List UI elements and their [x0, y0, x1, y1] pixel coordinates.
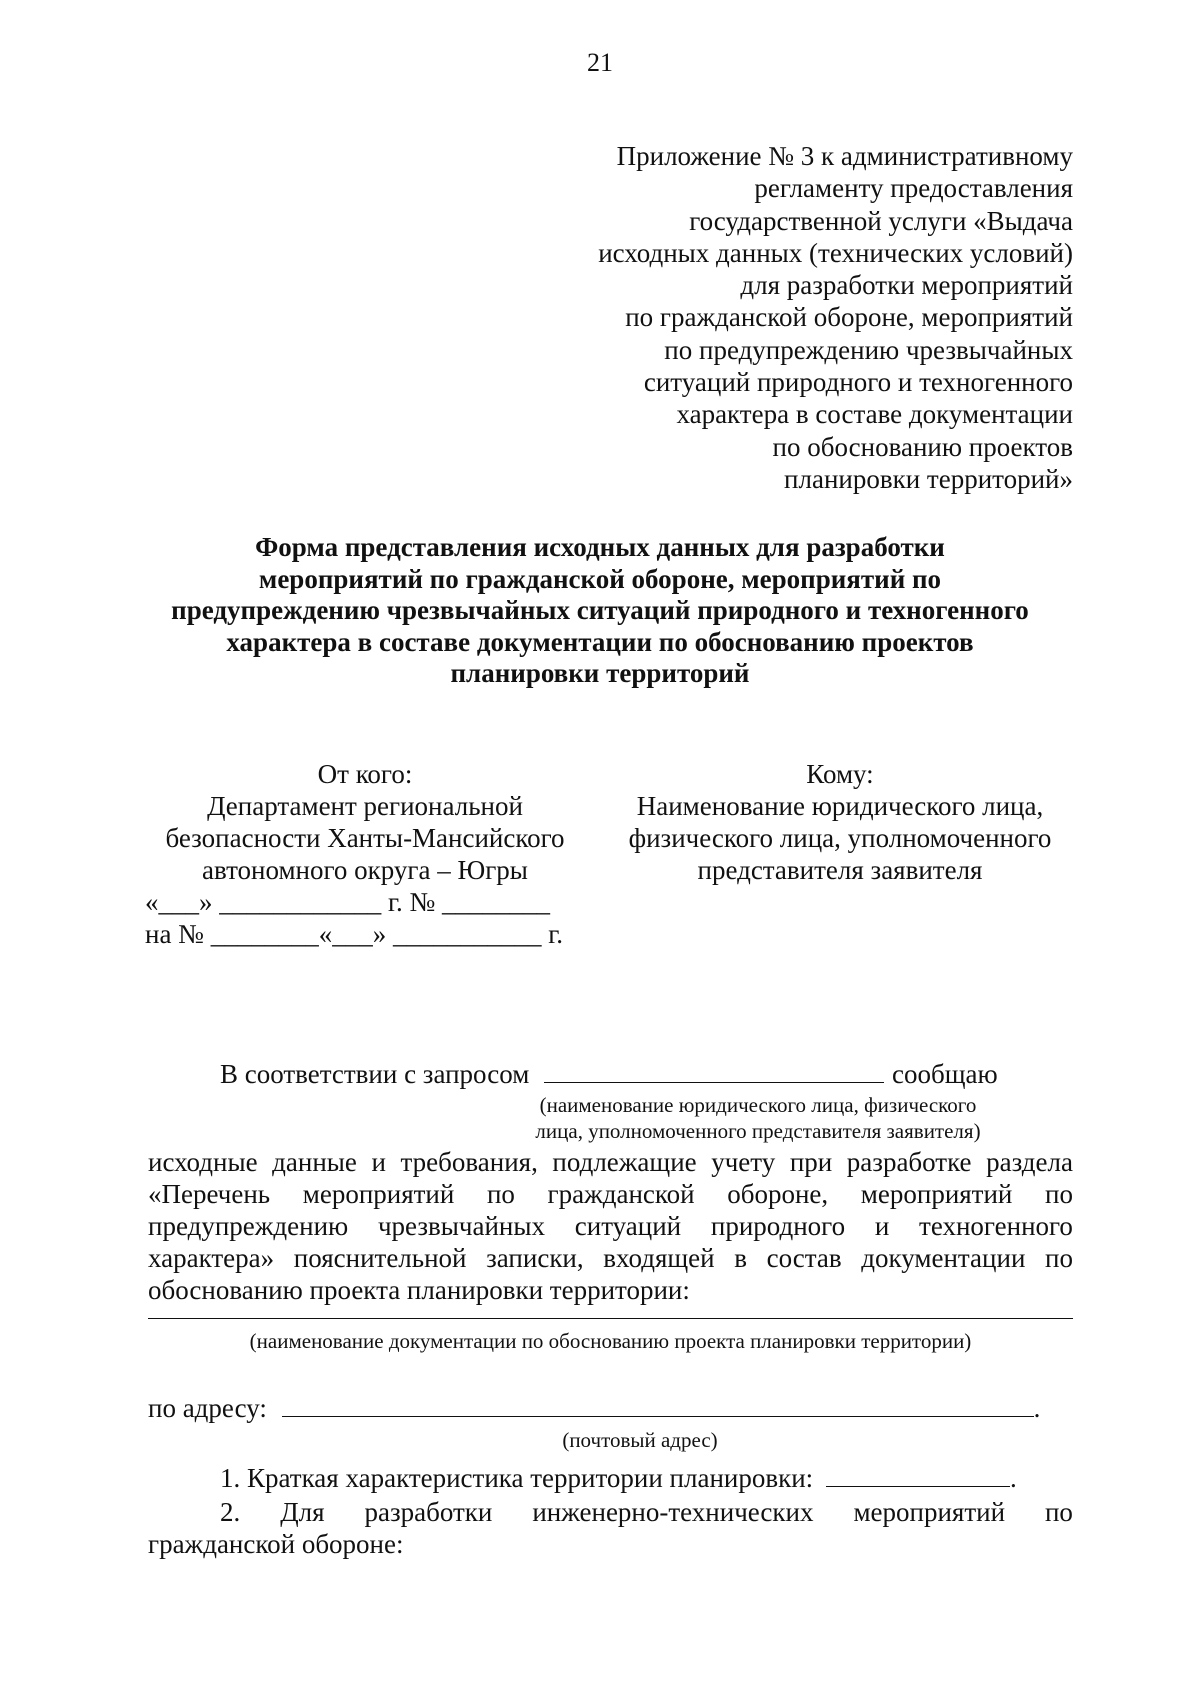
- recipient-line: физического лица, уполномоченного: [628, 823, 1052, 853]
- appendix-line: характера в составе документации: [676, 399, 1073, 430]
- word: «Перечень: [148, 1179, 271, 1209]
- word: и: [874, 1211, 890, 1241]
- item-1-text: 1. Краткая характеристика территории планировки:: [220, 1463, 814, 1493]
- item-2: [148, 1496, 1073, 1560]
- request-lead: В соответствии с запросом: [220, 1059, 530, 1089]
- appendix-header: [513, 140, 1073, 495]
- address-label: по адресу:: [148, 1393, 267, 1423]
- word: в: [734, 1243, 747, 1273]
- word: документации: [861, 1243, 1026, 1273]
- word: Для: [280, 1497, 325, 1527]
- word: раздела: [986, 1147, 1073, 1177]
- word: учету: [711, 1147, 776, 1177]
- word: по: [486, 1179, 515, 1209]
- word: обороне,: [727, 1179, 829, 1209]
- paragraph-line: [148, 1210, 1073, 1242]
- sender-line: автономного округа – Югры: [202, 855, 528, 885]
- word: техногенного: [919, 1211, 1073, 1241]
- word: пояснительной: [293, 1243, 467, 1273]
- word: характера»: [148, 1243, 275, 1273]
- word: состав: [766, 1243, 842, 1273]
- word: природного: [710, 1211, 846, 1241]
- word: данные: [272, 1147, 357, 1177]
- request-line: [148, 1058, 1073, 1090]
- recipient-line: Наименование юридического лица,: [636, 791, 1044, 821]
- word: мероприятий: [302, 1179, 455, 1209]
- appendix-line: ситуаций природного и техногенного: [643, 367, 1073, 398]
- incoming-reference-field: на № ________«___» ___________ г.: [145, 919, 563, 949]
- appendix-line: Приложение № 3 к административному: [616, 141, 1073, 171]
- hint-line: лица, уполномоченного представителя заявителя): [535, 1119, 981, 1143]
- address-end: .: [1033, 1393, 1041, 1423]
- form-title-line: планировки территорий: [450, 658, 750, 688]
- word: гражданской: [547, 1179, 695, 1209]
- address-line: [148, 1392, 1073, 1424]
- form-title: [100, 532, 1100, 690]
- word: мероприятий: [853, 1497, 1006, 1527]
- word: разработки: [364, 1497, 493, 1527]
- word: инженерно-технических: [532, 1497, 814, 1527]
- sender-block: [145, 758, 585, 950]
- hint-line: (наименование юридического лица, физического: [539, 1093, 977, 1117]
- territory-characteristics-blank: [826, 1464, 1010, 1487]
- word: ситуаций: [574, 1211, 682, 1241]
- appendix-line: государственной услуги «Выдача: [689, 205, 1073, 236]
- recipient-line: представителя заявителя: [697, 855, 983, 885]
- form-title-line: мероприятий по гражданской обороне, мероприятий по: [258, 563, 942, 594]
- form-title-line: Форма представления исходных данных для разработки: [255, 532, 945, 562]
- word: по: [1045, 1243, 1073, 1273]
- word: при: [789, 1147, 833, 1177]
- paragraph-line: [148, 1242, 1073, 1274]
- paragraph-line: [148, 1146, 1073, 1178]
- word: по: [1044, 1497, 1073, 1527]
- word: исходные: [148, 1147, 258, 1177]
- form-title-line: предупреждению чрезвычайных ситуаций природного и техногенного: [171, 595, 1029, 625]
- item-1-end: .: [1009, 1463, 1017, 1493]
- address-blank: [282, 1394, 1034, 1417]
- requester-hint: [498, 1092, 1018, 1144]
- word: мероприятий: [860, 1179, 1013, 1209]
- sender-line: Департамент региональной: [207, 791, 523, 821]
- address-hint: (почтовый адрес): [562, 1428, 718, 1452]
- word: 2.: [220, 1497, 241, 1527]
- appendix-line: по предупреждению чрезвычайных: [664, 334, 1073, 365]
- form-title-line: характера в составе документации по обоснованию проектов: [226, 626, 974, 657]
- documentation-name-hint: (наименование документации по обоснованию проекта планировки территории): [249, 1329, 972, 1353]
- outgoing-date-number-field: «___» ____________ г. № ________: [145, 887, 551, 917]
- requester-name-blank: [544, 1060, 884, 1083]
- paragraph-last-line: обоснованию проекта планировки территории:: [148, 1275, 690, 1305]
- documentation-name-blank: [148, 1318, 1073, 1319]
- item-2-line: [148, 1496, 1073, 1528]
- appendix-line: для разработки мероприятий: [740, 270, 1073, 301]
- word: по: [1045, 1179, 1073, 1209]
- appendix-line: исходных данных (технических условий): [598, 237, 1073, 268]
- word: предупреждению: [148, 1211, 349, 1241]
- request-tail: сообщаю: [892, 1059, 998, 1089]
- word: входящей: [603, 1243, 715, 1273]
- appendix-line: регламенту предоставления: [754, 173, 1073, 204]
- paragraph-line: [148, 1178, 1073, 1210]
- word: подлежащие: [552, 1147, 697, 1177]
- recipient-block: [605, 758, 1075, 886]
- appendix-line: планировки территорий»: [784, 463, 1073, 494]
- word: записки,: [486, 1243, 584, 1273]
- word: и: [371, 1147, 386, 1177]
- appendix-line: по обоснованию проектов: [772, 431, 1073, 462]
- page-number: 21: [587, 48, 613, 77]
- item-2-last-line: гражданской обороне:: [148, 1529, 404, 1559]
- appendix-line: по гражданской обороне, мероприятий: [625, 302, 1073, 333]
- sender-heading: От кого:: [317, 759, 413, 789]
- main-paragraph: [148, 1146, 1073, 1306]
- word: разработке: [846, 1147, 972, 1177]
- word: требования,: [400, 1147, 538, 1177]
- word: чрезвычайных: [377, 1211, 546, 1241]
- item-1: [148, 1462, 1073, 1494]
- sender-line: безопасности Ханты-Мансийского: [165, 823, 565, 853]
- recipient-heading: Кому:: [806, 759, 874, 789]
